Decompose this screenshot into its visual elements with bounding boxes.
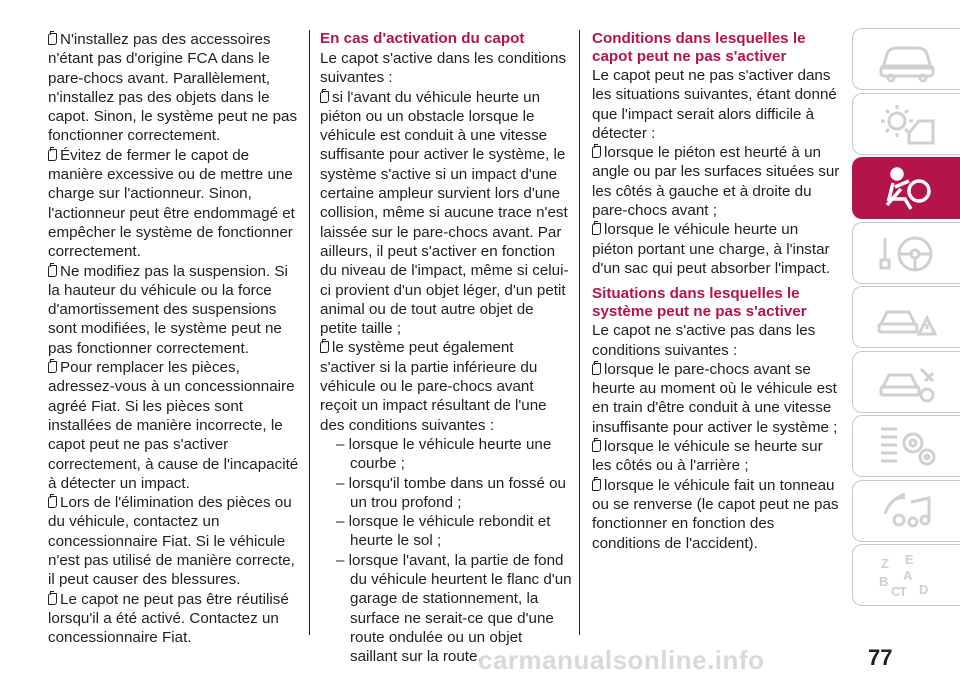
alphabetical-index-icon (875, 552, 939, 598)
svg-text:T: T (898, 584, 907, 598)
bullet-paragraph: lorsque le piéton est heurté à un angle ou par les surfaces situées sur les côtés à gauche et à droite du pare-chocs avant ; (592, 144, 840, 220)
tab-maintenance[interactable] (852, 351, 960, 413)
svg-text:Z: Z (880, 556, 889, 571)
bullet-icon (48, 593, 57, 605)
middle-column (320, 30, 572, 667)
section-heading: En cas d'activation du capot (320, 30, 525, 47)
chapter-tabs (852, 28, 960, 609)
car-accident-icon (875, 294, 939, 340)
page-number: 77 (868, 645, 893, 670)
svg-text:E: E (904, 552, 914, 567)
bullet-paragraph: Lors de l'élimination des pièces ou du véhicule, contactez un concessionnaire Fiat. Si le véhicule n'est pas utilisé de manière correcte, il peut causer des blessures. (48, 494, 295, 589)
tab-safety[interactable] (852, 157, 960, 219)
bullet-paragraph: si l'avant du véhicule heurte un piéton ou un obstacle lorsque le véhicule est conduit à une vitesse suffisante pour activer le système, le système s'active si un impact d'une certaine ampleur survient lors d'une collision, même si aucune trace n'est laissée sur le pare-chocs avant. Par ailleurs, il peut s'activer en fonction du niveau de l'impact, même si celui-ci provient d'un objet léger, d'un petit animal ou de tout autre objet de petite taille ; (320, 88, 569, 338)
bullet-icon (48, 149, 57, 161)
svg-text:D: D (918, 582, 928, 597)
bullet-paragraph: lorsque le véhicule fait un tonneau ou se renverse (le capot peut ne pas fonctionner en fonction des conditions de l'accident). (592, 476, 839, 552)
svg-text:C: C (890, 584, 900, 598)
bullet-icon (592, 440, 601, 452)
bullet-icon (592, 223, 601, 235)
right-column (592, 30, 842, 553)
bullet-icon (592, 146, 601, 158)
tab-index[interactable] (852, 544, 960, 606)
column-divider (309, 30, 310, 635)
multimedia-icon (875, 488, 939, 534)
tab-technical-data[interactable] (852, 415, 960, 477)
column-divider (579, 30, 580, 635)
dash-item: – lorsque le véhicule heurte une courbe ; (336, 435, 552, 473)
tab-driving[interactable] (852, 222, 960, 284)
bullet-icon (592, 363, 601, 375)
car-dashboard-icon (875, 36, 939, 82)
airbag-safety-icon (875, 165, 939, 211)
tab-multimedia[interactable] (852, 480, 960, 542)
svg-text:A: A (902, 568, 912, 583)
bullet-icon (48, 496, 57, 508)
intro-paragraph: Le capot peut ne pas s'activer dans les situations suivantes, étant donné que l'impact serait alors difficile à détecter : (592, 67, 837, 142)
car-service-icon (875, 359, 939, 405)
bullet-icon (592, 479, 601, 491)
steering-wheel-icon (875, 230, 939, 276)
bullet-paragraph: lorsque le véhicule se heurte sur les côtés ou à l'arrière ; (592, 438, 823, 475)
left-column (48, 30, 300, 648)
section-heading: Conditions dans lesquelles le capot peut ne pas s'activer (592, 30, 806, 65)
tab-warning-lights[interactable] (852, 93, 960, 155)
dash-item: – lorsqu'il tombe dans un fossé ou un trou profond ; (336, 474, 567, 511)
dash-list (320, 435, 572, 667)
bullet-paragraph: lorsque le pare-chocs avant se heurte au moment où le véhicule est en train d'être conduit à une vitesse insuffisante pour activer le système ; (592, 360, 838, 436)
bullet-paragraph: Ne modifiez pas la suspension. Si la hauteur du véhicule ou la force d'amortissement des suspensions sont modifiées, le système peut ne pas fonctionner correctement. (48, 262, 288, 357)
bullet-paragraph: Pour remplacer les pièces, adressez-vous à un concessionnaire agréé Fiat. Si les pièces sont installées de manière incorrecte, le capot peut ne pas s'activer correctement, à cause de l'incapacité à détecter un impact. (48, 359, 299, 492)
tab-dashboard[interactable] (852, 28, 960, 90)
bullet-icon (320, 341, 329, 353)
bullet-paragraph: le système peut également s'activer si la partie inférieure du véhicule ou le pare-chocs avant reçoit un impact résultant de l'une des conditions suivantes : (320, 339, 547, 434)
bullet-icon (48, 265, 57, 277)
settings-gears-icon (875, 423, 939, 469)
intro-paragraph: Le capot s'active dans les conditions suivantes : (320, 50, 567, 87)
intro-paragraph: Le capot ne s'active pas dans les conditions suivantes : (592, 322, 816, 359)
bullet-icon (320, 91, 329, 103)
tab-emergency[interactable] (852, 286, 960, 348)
bullet-paragraph: Évitez de fermer le capot de manière excessive ou de mettre une charge sur l'actionneur. Sinon, l'actionneur peut être endommagé et empêcher le système de fonctionner correctement. (48, 146, 295, 261)
bullet-paragraph: N'installez pas des accessoires n'étant pas d'origine FCA dans le pare-chocs avant. Parallèlement, n'installez pas des objets dans le capot. Sinon, le système peut ne pas fonctionner correctement. (48, 31, 298, 145)
dash-item: – lorsque l'avant, la partie de fond du véhicule heurtent le flanc d'un garage de stationnement, la surface ne serait-ce que d'une route ondulée ou un objet saillant sur la route. (336, 551, 572, 666)
watermark: carmanualsonline.info (478, 645, 765, 675)
svg-text:B: B (878, 574, 888, 589)
warning-lights-icon (875, 101, 939, 147)
bullet-paragraph: lorsque le véhicule heurte un piéton portant une charge, à l'instar d'un sac qui peut absorber l'impact. (592, 221, 830, 277)
bullet-paragraph: Le capot ne peut pas être réutilisé lorsqu'il a été activé. Contactez un concessionnaire Fiat. (48, 590, 289, 647)
bullet-icon (48, 33, 57, 45)
bullet-icon (48, 361, 57, 373)
section-heading: Situations dans lesquelles le système peut ne pas s'activer (592, 285, 807, 321)
dash-item: – lorsque le véhicule rebondit et heurte le sol ; (336, 513, 551, 550)
